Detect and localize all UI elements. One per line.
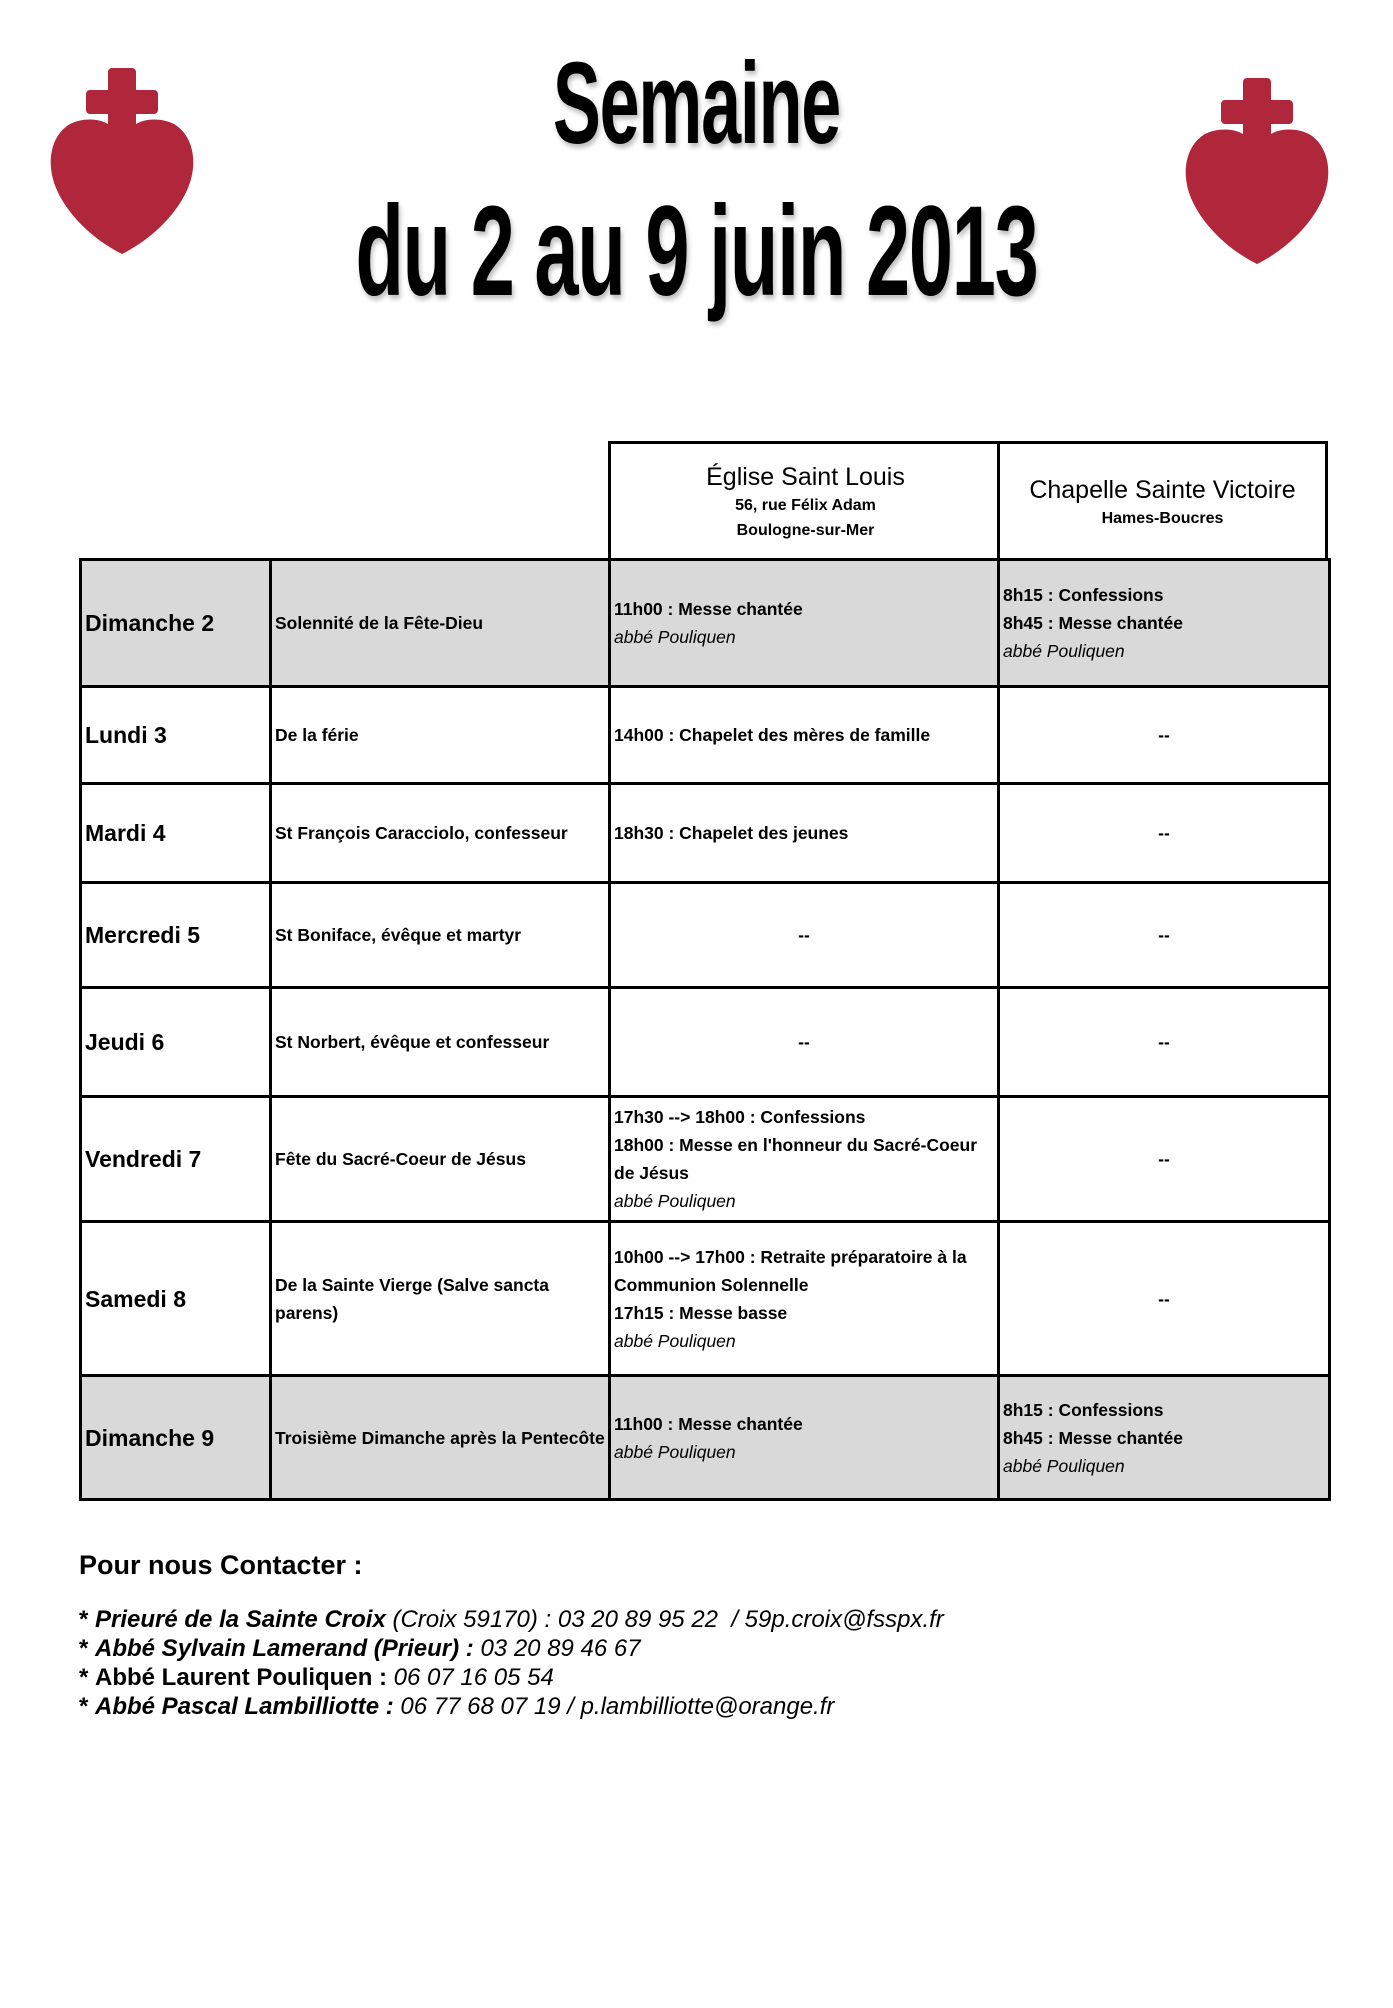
- contact-detail: 03 20 89 46 67: [473, 1635, 641, 1662]
- page-title-line-1: Semaine: [552, 38, 841, 168]
- service-line: 18h30 : Chapelet des jeunes: [614, 823, 849, 843]
- contact-name: Abbé Sylvain Lamerand (Prieur) :: [95, 1635, 474, 1662]
- contact-entry: [79, 1605, 944, 1634]
- contact-detail: 06 77 68 07 19 / p.lambilliotte@orange.fr: [393, 1693, 835, 1720]
- feast-cell: St François Caracciolo, confesseur: [271, 784, 610, 883]
- contact-name: Abbé Laurent Pouliquen :: [95, 1664, 388, 1691]
- column-header-city: Hames-Boucres: [1101, 509, 1224, 527]
- service-line: 11h00 : Messe chantée: [614, 599, 803, 619]
- feast-cell: De la férie: [271, 687, 610, 784]
- schedule-row: [81, 1222, 1330, 1376]
- victoire-cell: [999, 560, 1330, 687]
- schedule-row: [81, 560, 1330, 687]
- feast-cell: Solennité de la Fête-Dieu: [271, 560, 610, 687]
- contact-entry: [79, 1663, 944, 1692]
- day-cell: Mardi 4: [81, 784, 271, 883]
- victoire-cell: [999, 883, 1330, 988]
- feast-cell: Troisième Dimanche après la Pentecôte: [271, 1376, 610, 1500]
- service-line: --: [798, 1032, 810, 1052]
- service-line: 18h00 : Messe en l'honneur du Sacré-Coeur de Jésus: [614, 1135, 978, 1183]
- bullet: *: [79, 1635, 89, 1662]
- victoire-cell: [999, 1097, 1330, 1222]
- priest-name: abbé Pouliquen: [614, 1441, 736, 1462]
- contact-list: [79, 1605, 944, 1721]
- column-header-victoire: [997, 441, 1328, 560]
- bullet: *: [79, 1606, 89, 1633]
- column-header-name: Église Saint Louis: [706, 463, 905, 491]
- schedule-table: [79, 558, 1331, 1501]
- day-cell: Mercredi 5: [81, 883, 271, 988]
- priest-name: abbé Pouliquen: [614, 1330, 736, 1351]
- day-cell: Vendredi 7: [81, 1097, 271, 1222]
- priest-name: abbé Pouliquen: [1003, 1455, 1125, 1476]
- service-line: 17h30 --> 18h00 : Confessions: [614, 1107, 866, 1127]
- victoire-cell: [999, 988, 1330, 1097]
- contact-name: Abbé Pascal Lambilliotte :: [95, 1693, 394, 1720]
- victoire-cell: [999, 1222, 1330, 1376]
- sacred-heart-icon: [1175, 70, 1335, 270]
- feast-cell: De la Sainte Vierge (Salve sancta parens): [271, 1222, 610, 1376]
- service-line: --: [798, 925, 810, 945]
- column-header-name: Chapelle Sainte Victoire: [1029, 475, 1296, 504]
- service-line: --: [1158, 1288, 1170, 1309]
- service-line: --: [1158, 823, 1170, 843]
- victoire-cell: [999, 1376, 1330, 1500]
- saint-louis-cell: [610, 687, 999, 784]
- day-cell: Samedi 8: [81, 1222, 271, 1376]
- service-line: --: [1158, 1032, 1170, 1052]
- schedule-row: [81, 784, 1330, 883]
- service-line: 8h45 : Messe chantée: [1003, 613, 1183, 633]
- sacred-heart-icon: [40, 60, 200, 260]
- priest-name: abbé Pouliquen: [614, 627, 736, 647]
- service-line: --: [1158, 925, 1170, 945]
- saint-louis-cell: [610, 883, 999, 988]
- saint-louis-cell: [610, 1097, 999, 1222]
- victoire-cell: [999, 784, 1330, 883]
- column-header-city: Boulogne-sur-Mer: [736, 522, 875, 539]
- schedule-row: [81, 687, 1330, 784]
- schedule-row: [81, 1376, 1330, 1500]
- service-line: --: [1158, 725, 1170, 745]
- schedule-row: [81, 1097, 1330, 1222]
- contact-heading: Pour nous Contacter :: [79, 1550, 363, 1580]
- service-line: 11h00 : Messe chantée: [614, 1413, 803, 1434]
- priest-name: abbé Pouliquen: [614, 1191, 736, 1211]
- priest-name: abbé Pouliquen: [1003, 641, 1125, 661]
- service-line: 8h15 : Confessions: [1003, 585, 1164, 605]
- service-line: 8h45 : Messe chantée: [1003, 1427, 1183, 1448]
- service-line: --: [1158, 1149, 1170, 1169]
- heart-shape: [1186, 78, 1329, 264]
- feast-cell: St Boniface, évêque et martyr: [271, 883, 610, 988]
- bullet: *: [79, 1693, 89, 1720]
- service-line: 17h15 : Messe basse: [614, 1302, 788, 1323]
- heart-shape: [51, 68, 194, 254]
- contact-entry: [79, 1634, 944, 1663]
- saint-louis-cell: [610, 988, 999, 1097]
- contact-detail: 06 07 16 05 54: [387, 1664, 554, 1691]
- contact-entry: [79, 1692, 944, 1721]
- column-header-saint-louis: [608, 441, 1000, 560]
- saint-louis-cell: [610, 784, 999, 883]
- saint-louis-cell: [610, 1376, 999, 1500]
- column-header-address: 56, rue Félix Adam: [735, 497, 876, 514]
- saint-louis-cell: [610, 1222, 999, 1376]
- schedule-row: [81, 883, 1330, 988]
- schedule-row: [81, 988, 1330, 1097]
- day-cell: Jeudi 6: [81, 988, 271, 1097]
- feast-cell: St Norbert, évêque et confesseur: [271, 988, 610, 1097]
- service-line: 10h00 --> 17h00 : Retraite préparatoire à la Communion Solennelle: [614, 1246, 967, 1295]
- saint-louis-cell: [610, 560, 999, 687]
- day-cell: Lundi 3: [81, 687, 271, 784]
- service-line: 8h15 : Confessions: [1003, 1399, 1164, 1420]
- page-title-line-2: du 2 au 9 juin 2013: [355, 180, 1038, 323]
- day-cell: Dimanche 2: [81, 560, 271, 687]
- bullet: *: [79, 1664, 89, 1691]
- feast-cell: Fête du Sacré-Coeur de Jésus: [271, 1097, 610, 1222]
- day-cell: Dimanche 9: [81, 1376, 271, 1500]
- service-line: 14h00 : Chapelet des mères de famille: [614, 725, 931, 745]
- victoire-cell: [999, 687, 1330, 784]
- contact-name: Prieuré de la Sainte Croix: [95, 1606, 386, 1633]
- contact-detail: (Croix 59170) : 03 20 89 95 22 / 59p.croix@fsspx.fr: [385, 1606, 944, 1633]
